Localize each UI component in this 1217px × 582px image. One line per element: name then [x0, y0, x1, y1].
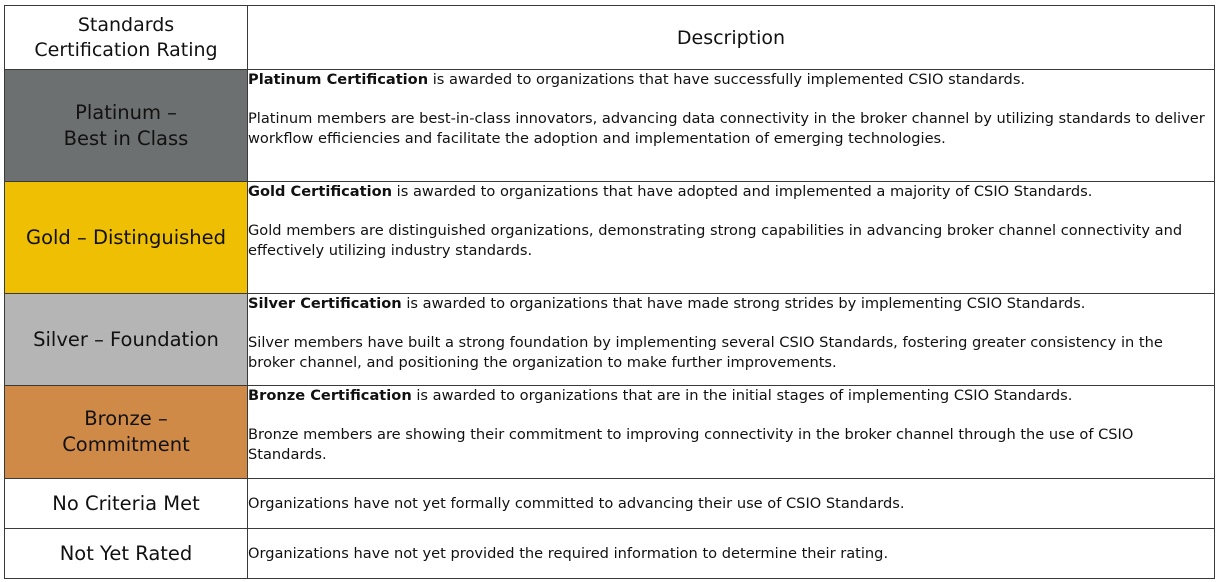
rating-cell-gold	[5, 182, 248, 294]
description-detail: Gold members are distinguished organizations, demonstrating strong capabilities in advancing broker channel connectivity and effectively utilizing industry standards.	[248, 222, 1183, 259]
header-rating	[5, 6, 248, 70]
rating-label-line1: Silver – Foundation	[33, 327, 219, 351]
description-text: Organizations have not yet provided the required information to determine their rating.	[248, 544, 889, 562]
description-lead: Gold Certification	[248, 183, 393, 200]
description-text: is awarded to organizations that have successfully implemented CSIO standards.	[428, 71, 1026, 88]
description-cell-no-criteria-met	[248, 479, 1215, 529]
description-cell-gold	[248, 182, 1215, 294]
description-text: is awarded to organizations that are in the initial stages of implementing CSIO Standards.	[411, 387, 1073, 404]
table-row-bronze	[5, 386, 1215, 479]
table-row-no-criteria-met	[5, 479, 1215, 529]
description-cell-silver	[248, 294, 1215, 386]
table-row-platinum	[5, 70, 1215, 182]
description-lead: Platinum Certification	[248, 71, 429, 88]
rating-label-line1: No Criteria Met	[52, 491, 200, 515]
rating-label-line2: Commitment	[62, 433, 190, 456]
rating-label-line2: Best in Class	[63, 126, 189, 150]
description-lead: Bronze Certification	[248, 387, 412, 404]
description-cell-bronze	[248, 386, 1215, 479]
header-rating-line2: Certification Rating	[34, 38, 218, 61]
description-cell-platinum	[248, 70, 1215, 182]
rating-cell-silver	[5, 294, 248, 386]
rating-cell-platinum	[5, 70, 248, 182]
description-lead: Silver Certification	[248, 295, 402, 312]
rating-label-line1: Gold – Distinguished	[25, 225, 227, 249]
rating-cell-bronze	[5, 386, 248, 479]
rating-cell-not-yet-rated	[5, 529, 248, 579]
description-cell-not-yet-rated	[248, 529, 1215, 579]
rating-label-line1: Bronze –	[84, 407, 168, 430]
description-text: Organizations have not yet formally committed to advancing their use of CSIO Standards.	[248, 494, 905, 512]
rating-cell-no-criteria-met	[5, 479, 248, 529]
header-rating-line1: Standards	[77, 13, 175, 36]
description-detail: Bronze members are showing their commitment to improving connectivity in the broker channel through the use of CSIO Standards.	[248, 426, 1134, 463]
description-detail: Silver members have built a strong foundation by implementing several CSIO Standards, fostering greater consistency in the broker channel, and positioning the organization to make further improvements.	[248, 334, 1163, 371]
certification-rating-table	[4, 5, 1215, 579]
table-row-not-yet-rated	[5, 529, 1215, 579]
table-row-gold	[5, 182, 1215, 294]
description-text: is awarded to organizations that have adopted and implemented a majority of CSIO Standards.	[392, 183, 1093, 200]
description-text: is awarded to organizations that have made strong strides by implementing CSIO Standards.	[401, 295, 1086, 312]
description-detail: Platinum members are best-in-class innovators, advancing data connectivity in the broker channel by utilizing standards to deliver workflow efficiencies and facilitate the adoption and implementation of emerging technologies.	[248, 110, 1205, 147]
rating-label-line1: Not Yet Rated	[59, 541, 193, 565]
header-row	[5, 6, 1215, 70]
table-row-silver	[5, 294, 1215, 386]
header-description: Description	[248, 6, 1215, 70]
rating-label-line1: Platinum –	[75, 100, 177, 124]
